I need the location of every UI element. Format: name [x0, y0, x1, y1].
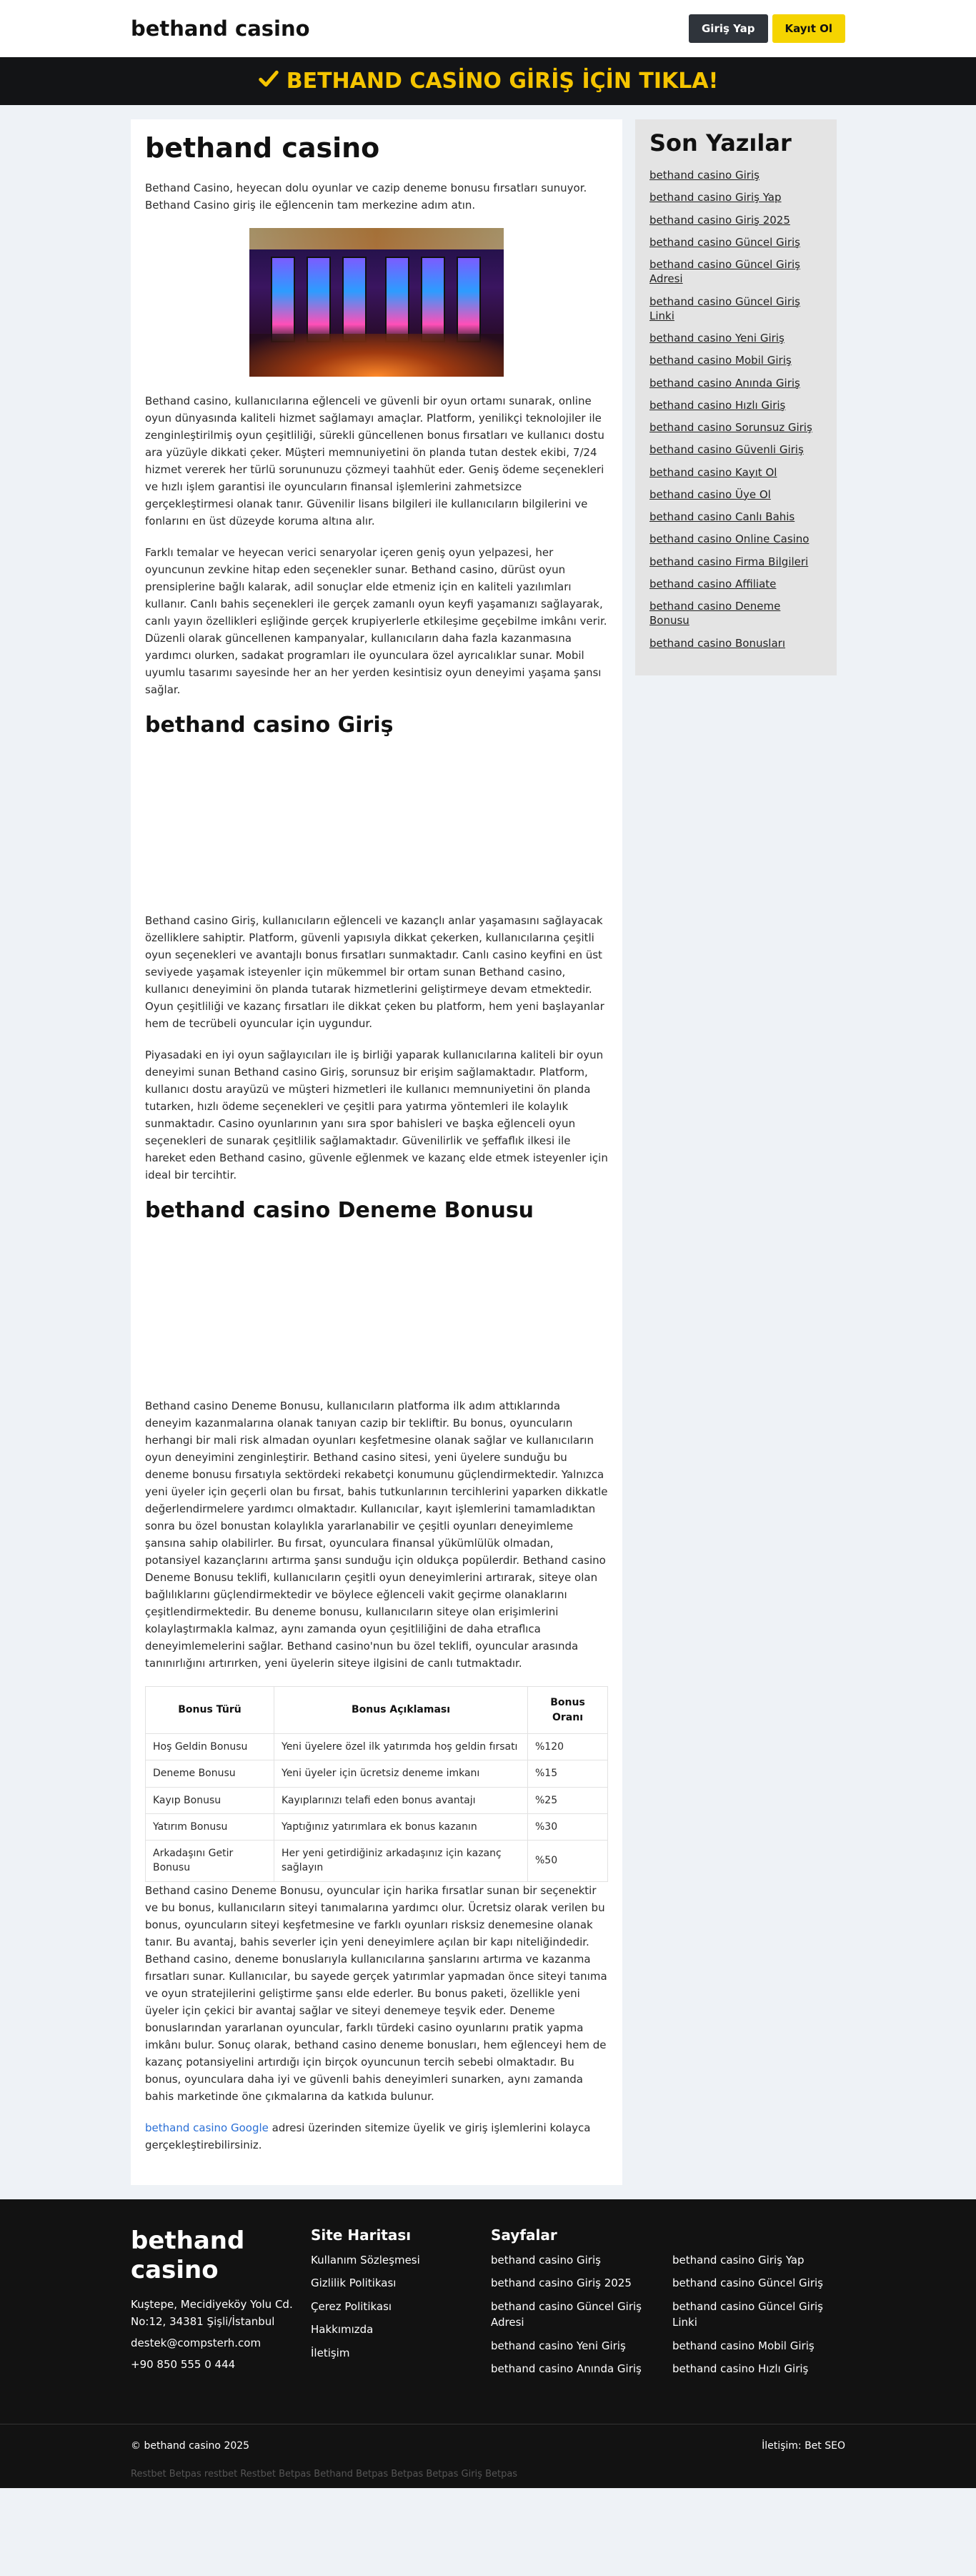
table-cell: Yaptığınız yatırımlara ek bonus kazanın	[274, 1813, 528, 1840]
article-paragraph: Bethand casino, kullanıcılarına eğlenceli ve güvenli bir oyun ortamı sunarak, online oyun dünyasında kaliteli hizmet sağlamayı amaçlar. Platform, yenilikçi teknolojiler ile zenginleştirilmiş oyun çeşitliliği, sürekli güncellenen bonus fırsatları ve kullanıcı dostu ara yüzüyle dikkati çeker. Müşteri memnuniyetini ön planda tutan destek ekibi, 7/24 hizmet vererek her türlü sorununuzu çözmeyi taahhüt eder. Geniş ödeme seçenekleri ve hızlı işlem garantisi ile oyuncuların finansal işlemlerini zahmetsizce gerçekleştirmesi olanak tanır. Güvenilir lisans bilgileri ile kullanıcıların bilgilerini ve fonlarını en üst düzeyde koruma altına alır.	[145, 395, 604, 527]
google-link[interactable]: bethand casino Google	[145, 2121, 269, 2134]
article	[131, 119, 622, 2185]
footer-contact[interactable]: İletişim: Bet SEO	[762, 2439, 845, 2452]
register-button[interactable]: Kayıt Ol	[772, 14, 846, 43]
page-link[interactable]: bethand casino Hızlı Giriş	[672, 2362, 809, 2376]
sidebar-link[interactable]: bethand casino Hızlı Giriş	[649, 398, 786, 412]
footer-tags: Restbet Betpas restbet Restbet Betpas Bethand Betpas Betpas Betpas Giriş Betpas	[131, 2468, 518, 2480]
table-cell: Deneme Bonusu	[146, 1760, 274, 1787]
pages-title: Sayfalar	[491, 2226, 557, 2244]
sidebar-link[interactable]: bethand casino Güncel Giriş Adresi	[649, 258, 800, 286]
table-cell: Yeni üyelere özel ilk yatırımda hoş geldin fırsatı	[274, 1734, 528, 1760]
footer-bottom	[0, 2424, 976, 2488]
table-cell: Kayıp Bonusu	[146, 1787, 274, 1813]
table-cell: Kayıplarınızı telafi eden bonus avantajı	[274, 1787, 528, 1813]
page-link[interactable]: bethand casino Güncel Giriş Adresi	[491, 2299, 642, 2329]
sidebar-link[interactable]: bethand casino Firma Bilgileri	[649, 555, 809, 568]
table-header: Bonus Açıklaması	[274, 1687, 528, 1734]
footer-brand: bethand casino	[131, 2226, 245, 2284]
sidebar-link[interactable]: bethand casino Mobil Giriş	[649, 354, 792, 367]
table-row	[146, 1734, 608, 1760]
table-cell: Yeni üyeler için ücretsiz deneme imkanı	[274, 1760, 528, 1787]
footer-phone: +90 850 555 0 444	[131, 2358, 236, 2372]
table-row	[146, 1813, 608, 1840]
table-row	[146, 1760, 608, 1787]
article-paragraph: Piyasadaki en iyi oyun sağlayıcıları ile iş birliği yaparak kullanıcılarına kaliteli bir oyun deneyimi sunan Bethand casino Giriş, sorunsuz bir erişim sağlamaktadır. Platform, kullanıcı dostu arayüzü ve müşteri hizmetleri ile kullanıcı memnuniyetini ön planda tutarken, hızlı ödeme seçenekleri ve çeşitli para yatırma yöntemleri ile kolaylık sunmaktadır. Casino oyunlarının yanı sıra spor bahisleri ve başka eğlenceli oyun seçenekleri de sunarak çeşitlilik sağlamaktadır. Güvenilirlik ve şeffaflık ilkesi ile hareket eden Bethand casino, güvenle eğlenmek ve kazanç elde etmek isteyenler için ideal bir tercihtir.	[145, 1049, 608, 1182]
banner-text: BETHAND CASİNO GİRİŞ İÇİN TIKLA!	[286, 69, 719, 94]
sidebar-link[interactable]: bethand casino Kayıt Ol	[649, 465, 777, 479]
page-link[interactable]: bethand casino Giriş 2025	[491, 2277, 632, 2290]
sidebar-link[interactable]: bethand casino Canlı Bahis	[649, 510, 795, 523]
check-icon	[258, 68, 279, 95]
table-cell: Yatırım Bonusu	[146, 1813, 274, 1840]
sitemap-link[interactable]: İletişim	[311, 2346, 350, 2359]
page-link[interactable]: bethand casino Giriş Yap	[672, 2253, 805, 2267]
table-cell: Arkadaşını Getir Bonusu	[146, 1841, 274, 1882]
page-link[interactable]: bethand casino Anında Giriş	[491, 2362, 642, 2376]
sidebar-link[interactable]: bethand casino Bonusları	[649, 636, 785, 650]
table-cell: %50	[528, 1841, 608, 1882]
sidebar-link[interactable]: bethand casino Giriş Yap	[649, 191, 782, 204]
sidebar-link[interactable]: bethand casino Online Casino	[649, 532, 810, 546]
footer-address: Kuştepe, Mecidiyeköy Yolu Cd. No:12, 34381 Şişli/İstanbul	[131, 2298, 293, 2329]
sidebar-link[interactable]: bethand casino Güvenli Giriş	[649, 443, 804, 457]
sidebar-title: Son Yazılar	[649, 129, 792, 157]
article-intro: Bethand Casino, heyecan dolu oyunlar ve cazip deneme bonusu fırsatları sunuyor. Bethand Casino giriş ile eğlencenin tam merkezine adım atın.	[145, 182, 587, 212]
site-logo[interactable]: bethand casino	[131, 16, 310, 41]
casino-image	[249, 228, 504, 377]
table-cell: Hoş Geldin Bonusu	[146, 1734, 274, 1760]
sidebar-link[interactable]: bethand casino Giriş	[649, 169, 760, 182]
footer-email: destek@compsterh.com	[131, 2337, 262, 2350]
promo-banner[interactable]	[0, 57, 976, 105]
sidebar-link[interactable]: bethand casino Affiliate	[649, 577, 777, 590]
sidebar-link[interactable]: bethand casino Deneme Bonusu	[649, 600, 781, 628]
closing-text: adresi üzerinden sitemize üyelik ve giriş işlemlerini kolayca gerçekleştirebilirsiniz.	[145, 2121, 591, 2151]
sitemap-link[interactable]: Çerez Politikası	[311, 2299, 392, 2313]
page-link[interactable]: bethand casino Yeni Giriş	[491, 2339, 626, 2352]
sitemap-link[interactable]: Gizlilik Politikası	[311, 2277, 397, 2290]
table-row	[146, 1841, 608, 1882]
section-heading-giris: bethand casino Giriş	[145, 713, 394, 738]
table-header: Bonus Oranı	[528, 1687, 608, 1734]
sidebar-link[interactable]: bethand casino Sorunsuz Giriş	[649, 421, 812, 434]
sidebar-link[interactable]: bethand casino Güncel Giriş	[649, 235, 800, 249]
page-link[interactable]: bethand casino Giriş	[491, 2253, 601, 2267]
sidebar-link[interactable]: bethand casino Üye Ol	[649, 487, 771, 501]
table-header-row	[146, 1687, 608, 1734]
sitemap-title: Site Haritası	[311, 2226, 412, 2244]
embed-placeholder	[145, 1223, 608, 1397]
copyright: © bethand casino 2025	[131, 2439, 250, 2452]
sidebar-link[interactable]: bethand casino Yeni Giriş	[649, 332, 785, 345]
article-paragraph: Farklı temalar ve heyecan verici senaryolar içeren geniş oyun yelpazesi, her oyuncunun zevkine hitap eden seçenekler sunar. Bethand casino, dürüst oyun prensiplerine bağlı kalarak, adil sonuçlar elde etmeniz için en kaliteli yazılımları kullanır. Canlı bahis seçenekleri ile gerçek zamanlı oyun keyfi yaşamanızı sağlayarak, canlı yayın özellikleri eşliğinde gerçek krupiyerlerle etkileşime geçebilme imkânı verir. Düzenli olarak güncellenen kampanyalar, kullanıcıların daha fazla kazanmasına yardımcı olurken, sadakat programları ile oyunculara özel ayrıcalıklar sunar. Mobil uyumlu tasarımı sayesinde her an her yerden kesintisiz oyun deneyimi yaşama şansı sağlar.	[145, 546, 607, 696]
sidebar	[635, 119, 837, 675]
sidebar-link[interactable]: bethand casino Güncel Giriş Linki	[649, 294, 800, 322]
table-cell: %15	[528, 1760, 608, 1787]
table-cell: %30	[528, 1813, 608, 1840]
table-cell: %120	[528, 1734, 608, 1760]
article-paragraph: Bethand casino Giriş, kullanıcıların eğlenceli ve kazançlı anlar yaşamasını sağlayacak özelliklere sahiptir. Platform, güvenli yapısıyla dikkat çekerken, kullanıcılarına çeşitli oyun seçenekleri ve avantajlı bonus fırsatları sunmaktadır. Canlı casino keyfini en üst seviyede yaşamak isteyenler için mükemmel bir ortam sunan Bethand casino, kullanıcı deneyimini ön planda tutarak hizmetlerini geliştirmeye devam etmektedir. Oyun çeşitliliği ve kazanç fırsatları ile dikkat çeken bu platform, hem yeni başlayanlar hem de tecrübeli oyuncular için uygundur.	[145, 914, 604, 1030]
article-title: bethand casino	[145, 132, 380, 164]
sidebar-link[interactable]: bethand casino Giriş 2025	[649, 213, 790, 227]
site-footer	[0, 2199, 976, 2424]
table-cell: %25	[528, 1787, 608, 1813]
page-link[interactable]: bethand casino Mobil Giriş	[672, 2339, 815, 2352]
sitemap-link[interactable]: Kullanım Sözleşmesi	[311, 2253, 420, 2267]
article-closing	[145, 2119, 608, 2154]
sitemap-link[interactable]: Hakkımızda	[311, 2323, 374, 2337]
embed-placeholder	[145, 738, 608, 912]
table-cell: Her yeni getirdiğiniz arkadaşınız için kazanç sağlayın	[274, 1841, 528, 1882]
table-header: Bonus Türü	[146, 1687, 274, 1734]
page-link[interactable]: bethand casino Güncel Giriş	[672, 2277, 823, 2290]
article-paragraph: Bethand casino Deneme Bonusu, kullanıcıların platforma ilk adım attıklarında deneyim kazanmalarına olanak tanıyan cazip bir tekliftir. Bu bonus, oyuncuların herhangi bir mali risk almadan oyunları keşfetmesine olanak sağlar ve kullanıcıların oyun deneyimini zenginleştirir. Bethand casino sitesi, yeni üyelere sunduğu bu deneme bonusu fırsatıyla sektördeki rekabetçi konumunu güçlendirmektedir. Yalnızca yeni üyeler için geçerli olan bu fırsat, bahis tutkunlarının tercihlerini yaparken dikkatle değerlendirmelere yardımcı olmaktadır. Kullanıcılar, kayıt işlemlerini tamamladıktan sonra bu özel bonustan kolaylıkla yararlanabilir ve çeşitli oyunları deneyimleme şansına sahip olabilirler. Bu fırsat, oyunculara finansal yükümlülük olmadan, potansiyel kazançlarını artırma şansı sunduğu için oldukça popülerdir. Bethand casino Deneme Bonusu teklifi, kullanıcıların çeşitli oyun deneyimlerini artırarak, siteye olan bağlılıklarını güçlendirmektedir ve böylece eğlenceli vakit geçirme olanaklarını çeşitlendirmektedir. Bu deneme bonusu, kullanıcıların siteye olan erişimlerini kolaylaştırmakla kalmaz, aynı zamanda oyun çeşitliliğini de daha etraflıca deneyimlemelerini sağlar. Bethand casino'nun bu özel teklifi, oyuncular arasında tanınırlığını artırırken, yeni üyelerin siteye ilgisini de canlı tutmaktadır.	[145, 1400, 608, 1670]
site-header	[0, 0, 976, 57]
sidebar-link[interactable]: bethand casino Anında Giriş	[649, 376, 800, 390]
bonus-table	[145, 1686, 608, 1882]
page-link[interactable]: bethand casino Güncel Giriş Linki	[672, 2299, 823, 2329]
section-heading-bonus: bethand casino Deneme Bonusu	[145, 1198, 534, 1223]
article-paragraph: Bethand casino Deneme Bonusu, oyuncular için harika fırsatlar sunan bir seçenektir ve bu bonus, kullanıcıların siteyi tanımalarına yardımcı olur. Ücretsiz olarak verilen bu bonus, oyuncuların siteyi keşfetmesine ve farklı oyunları risksiz denemesine olanak tanır. Bu avantaj, bahis severler için yeni deneyimlere açılan bir kapı niteliğindedir. Bethand casino, deneme bonuslarıyla kullanıcılarına şanslarını artırma ve kazanma fırsatları sunar. Kullanıcılar, bu sayede gerçek yatırımlar yapmadan önce siteyi tanıma ve oyun stratejilerini geliştirme şansı elde ederler. Bu bonus paketi, özellikle yeni üyeler için çekici bir avantaj sağlar ve siteyi denemeye teşvik eder. Deneme bonuslarından yararlanan oyuncular, farklı türdeki casino oyunlarını pratik yapma imkânı bulur. Sonuç olarak, bethand casino deneme bonusları, hem eğlenceyi hem de kazanç potansiyelini artırdığı için birçok oyuncunun tercih sebebi olmaktadır. Bu bonus, oyunculara daha iyi ve güvenli bahis deneyimleri sunarken, aynı zamanda bahis marketinde öne çıkmalarına da katkıda bulunur.	[145, 1883, 607, 2103]
login-button[interactable]: Giriş Yap	[689, 14, 768, 43]
table-row	[146, 1787, 608, 1813]
